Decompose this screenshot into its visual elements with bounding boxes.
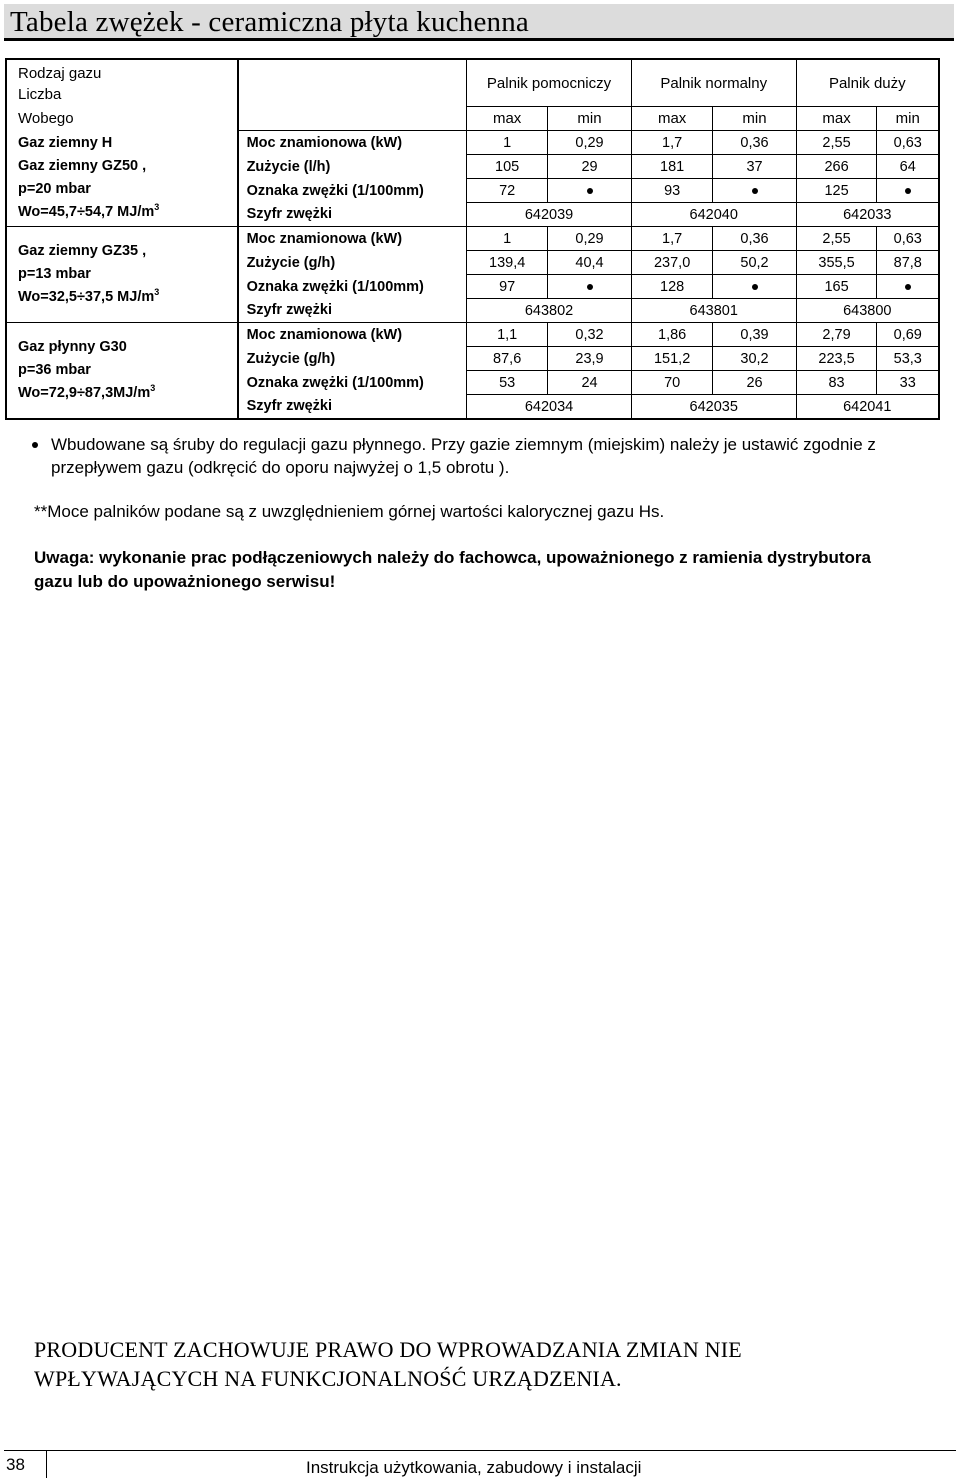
table-cell: 223,5 [796, 347, 877, 371]
gas-group-line: Gaz płynny G30 [18, 339, 127, 355]
table-cell: 0,36 [713, 227, 796, 251]
bullet-dot-icon [548, 179, 632, 203]
table-cell: 72 [467, 179, 548, 203]
page-number: 38 [6, 1455, 25, 1474]
table-cell: 128 [631, 275, 713, 299]
table-cell: 2,55 [796, 227, 877, 251]
header-max: max [631, 107, 713, 131]
table-cell: 97 [467, 275, 548, 299]
table-cell: 64 [877, 155, 939, 179]
injector-code-cell: 642039 [467, 203, 632, 227]
injector-code-cell: 642034 [467, 395, 632, 420]
gas-group-line: p=13 mbar [18, 266, 91, 282]
row-label: Zużycie (l/h) [246, 158, 331, 175]
table-cell: 1 [467, 131, 548, 155]
row-label: Zużycie (g/h) [246, 254, 336, 271]
bullet-note-text: Wbudowane są śruby do regulacji gazu płynnego. Przy gazie ziemnym (miejskim) należy je ustawić zgodnie z przepływem gazu (odkręcić do oporu najwyżej o 1,5 obrotu ). [51, 435, 876, 477]
table-cell: 53 [467, 371, 548, 395]
table-row [6, 131, 939, 155]
table-cell: 237,0 [631, 251, 713, 275]
table-cell: 29 [548, 155, 632, 179]
header-wobego: Wobego [6, 107, 238, 131]
table-cell: 83 [796, 371, 877, 395]
table-cell: 1,7 [631, 131, 713, 155]
table-cell: 0,29 [548, 131, 632, 155]
footer-text: Instrukcja użytkowania, zabudowy i instalacji [306, 1458, 642, 1477]
table-row [6, 323, 939, 347]
gas-group-line: Gaz ziemny H [18, 135, 113, 152]
header-param-blank [238, 59, 467, 107]
table-cell: 125 [796, 179, 877, 203]
row-label: Szyfr zwężki [246, 398, 332, 415]
row-label: Oznaka zwężki (1/100mm) [246, 374, 424, 391]
table-cell: 151,2 [631, 347, 713, 371]
table-cell: 26 [713, 371, 796, 395]
injector-table [5, 58, 940, 420]
header-min: min [548, 107, 632, 131]
table-cell: 53,3 [877, 347, 939, 371]
notes [34, 433, 934, 479]
header-burner-aux: Palnik pomocniczy [467, 59, 632, 107]
table-cell: 1,1 [467, 323, 548, 347]
gas-group-superscript: 3 [150, 383, 156, 393]
row-label: Moc znamionowa (kW) [246, 134, 403, 151]
power-note: **Moce palników podane są z uwzględnieniem górnej wartości kalorycznej gazu Hs. [34, 502, 665, 521]
table-cell: 355,5 [796, 251, 877, 275]
table-cell: 0,29 [548, 227, 632, 251]
table-cell: 0,39 [713, 323, 796, 347]
gas-group-label [6, 131, 238, 227]
table-cell: 40,4 [548, 251, 632, 275]
table-cell: 93 [631, 179, 713, 203]
table-cell: 0,63 [877, 227, 939, 251]
table-cell: 0,32 [548, 323, 632, 347]
row-label: Szyfr zwężki [246, 302, 332, 319]
header-liczba-text: Liczba [18, 86, 62, 103]
row-label: Oznaka zwężki (1/100mm) [246, 278, 424, 295]
bullet-dot-icon [713, 179, 796, 203]
table-row [6, 227, 939, 251]
gas-group-line: p=20 mbar [18, 181, 91, 198]
table-cell: 2,55 [796, 131, 877, 155]
dot-icon [587, 284, 593, 290]
table-cell: 1,7 [631, 227, 713, 251]
header-max: max [796, 107, 877, 131]
footer-divider [4, 1450, 956, 1451]
table-cell: 1 [467, 227, 548, 251]
table-cell: 24 [548, 371, 632, 395]
dot-icon [587, 188, 593, 194]
gas-group-line: Wo=32,5÷37,5 $MJ/m^3$ [18, 287, 160, 305]
gas-group-superscript: 3 [154, 202, 160, 213]
dot-icon [905, 188, 911, 194]
gas-group-label [6, 323, 238, 420]
header-gas-type-text: Rodzaj gazu [18, 65, 102, 82]
row-label: Oznaka zwężki (1/100mm) [246, 182, 424, 199]
header-burner-normal: Palnik normalny [631, 59, 796, 107]
gas-group-label [6, 227, 238, 323]
gas-group-line: Gaz ziemny GZ50 , [18, 158, 147, 175]
injector-code-cell: 642041 [796, 395, 939, 420]
gas-group-line: p=36 mbar [18, 362, 91, 378]
bullet-dot-icon [548, 275, 632, 299]
bullet-icon [32, 442, 38, 448]
injector-code-cell: 643800 [796, 299, 939, 323]
table-cell: 70 [631, 371, 713, 395]
gas-group-line: $Wo=72,9\div 87,3MJ/m^3$ [18, 383, 156, 401]
row-label: Zużycie (g/h) [246, 350, 336, 367]
dot-icon [752, 188, 758, 194]
bullet-dot-icon [877, 179, 939, 203]
dot-icon [752, 284, 758, 290]
row-label: Moc znamionowa (kW) [238, 227, 467, 251]
table-cell: 0,63 [877, 131, 939, 155]
injector-code-cell: 642033 [796, 203, 939, 227]
dot-icon [905, 284, 911, 290]
injector-code-cell: 642040 [631, 203, 796, 227]
table-cell: 181 [631, 155, 713, 179]
table-cell: 2,79 [796, 323, 877, 347]
bullet-note [34, 433, 934, 479]
header-param-blank2 [238, 107, 467, 131]
bullet-dot-icon [877, 275, 939, 299]
page-number-divider [46, 1451, 47, 1478]
table-cell: 0,69 [877, 323, 939, 347]
table-cell: 139,4 [467, 251, 548, 275]
table-cell: 50,2 [713, 251, 796, 275]
injector-code-cell: 643801 [631, 299, 796, 323]
header-burner-large: Palnik duży [828, 74, 906, 92]
table-cell: 33 [877, 371, 939, 395]
header-min: min [877, 107, 939, 131]
row-label: Moc znamionowa (kW) [238, 323, 467, 347]
table-cell: 165 [796, 275, 877, 299]
page-title: Tabela zwężek - ceramiczna płyta kuchenna [10, 6, 529, 38]
header-max: max [467, 107, 548, 131]
table-cell: 1,86 [631, 323, 713, 347]
header-gas-type [6, 59, 238, 107]
table-cell: 30,2 [713, 347, 796, 371]
table-cell: 23,9 [548, 347, 632, 371]
table-cell: 87,6 [467, 347, 548, 371]
injector-code-cell: 643802 [467, 299, 632, 323]
table-cell: 0,36 [713, 131, 796, 155]
title-bar [4, 4, 954, 41]
warning-note: Uwaga: wykonanie prac podłączeniowych należy do fachowca, upoważnionego z ramienia dystrybutora gazu lub do upoważnionego serwisu! [34, 548, 871, 591]
gas-group-line: Wo=45,7÷54,7 $MJ/m^3$ [18, 202, 160, 221]
row-label: Szyfr zwężki [246, 206, 332, 223]
bullet-dot-icon [713, 275, 796, 299]
injector-code-cell: 642035 [631, 395, 796, 420]
table-cell: 105 [467, 155, 548, 179]
table-cell: 266 [796, 155, 877, 179]
producer-notice: PRODUCENT ZACHOWUJE PRAWO DO WPROWADZANIA ZMIAN NIE WPŁYWAJĄCYCH NA FUNKCJONALNOŚĆ URZĄDZENIA. [34, 1337, 742, 1391]
table-cell: 37 [713, 155, 796, 179]
table-cell: 87,8 [877, 251, 939, 275]
gas-group-superscript: 3 [154, 287, 160, 297]
gas-group-line: Gaz ziemny GZ35 , [18, 243, 147, 259]
header-min: min [713, 107, 796, 131]
